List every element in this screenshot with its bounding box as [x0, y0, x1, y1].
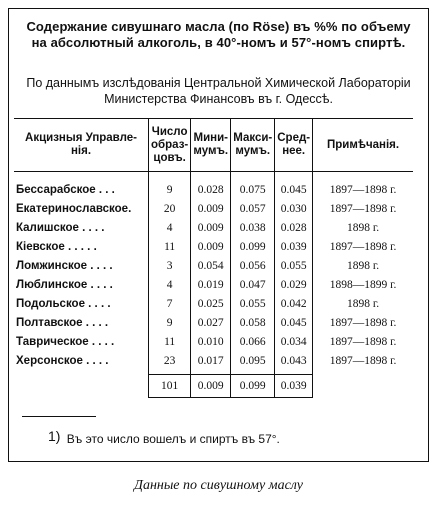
row-count: 23: [149, 351, 191, 375]
row-note: 1897—1898 г.: [313, 313, 413, 332]
row-count: 3: [149, 256, 191, 275]
totals-note-empty: [313, 375, 413, 398]
table-row: [14, 313, 413, 332]
row-min: 0.009: [191, 199, 231, 218]
row-max: 0.038: [231, 218, 275, 237]
row-name: Подольское . . . .: [16, 297, 111, 310]
subtitle-line-2: Министерства Финансовъ въ г. Одессѣ.: [104, 92, 333, 106]
row-max: 0.099: [231, 237, 275, 256]
row-max: 0.095: [231, 351, 275, 375]
row-avg: 0.029: [275, 275, 313, 294]
row-avg: 0.043: [275, 351, 313, 375]
row-avg: 0.030: [275, 199, 313, 218]
row-name: Ломжинское . . . .: [16, 259, 113, 272]
row-name: Полтавское . . . .: [16, 316, 109, 329]
row-avg: 0.045: [275, 313, 313, 332]
row-max: 0.055: [231, 294, 275, 313]
row-avg: 0.034: [275, 332, 313, 351]
row-min: 0.010: [191, 332, 231, 351]
row-max: 0.056: [231, 256, 275, 275]
row-note: 1897—1898 г.: [313, 332, 413, 351]
row-name: Калишское . . . .: [16, 221, 105, 234]
row-count: 7: [149, 294, 191, 313]
row-min: 0.009: [191, 237, 231, 256]
row-avg: 0.028: [275, 218, 313, 237]
row-max: 0.075: [231, 172, 275, 200]
table-row: [14, 199, 413, 218]
data-table: [14, 118, 413, 398]
row-note: 1898 г.: [313, 218, 413, 237]
row-note: 1897—1898 г.: [313, 351, 413, 375]
row-count: 4: [149, 218, 191, 237]
row-min: 0.017: [191, 351, 231, 375]
row-max: 0.066: [231, 332, 275, 351]
footnote-mark: 1): [48, 428, 61, 444]
figure-caption: Данные по сивушному маслу: [134, 478, 303, 493]
table-row: [14, 172, 413, 200]
header-note: Примѣчанія.: [313, 119, 413, 172]
header-avg: Сред- нее.: [275, 119, 313, 172]
table-row: [14, 256, 413, 275]
row-min: 0.025: [191, 294, 231, 313]
total-count: 101: [149, 375, 191, 398]
total-max: 0.099: [231, 375, 275, 398]
row-note: 1898—1899 г.: [313, 275, 413, 294]
row-min: 0.019: [191, 275, 231, 294]
document-title: [21, 19, 416, 51]
document-subtitle: [21, 75, 416, 107]
table-header-row: [14, 119, 413, 172]
subtitle-line-1: По даннымъ изслѣдованія Центральной Химической Лабораторіи: [26, 76, 411, 90]
row-avg: 0.045: [275, 172, 313, 200]
footnote-divider: [22, 416, 96, 417]
table-row: [14, 237, 413, 256]
row-min: 0.028: [191, 172, 231, 200]
title-line-2: на абсолютный алкоголь, в 40°-номъ и 57°-номъ спиртѣ.: [31, 35, 406, 50]
row-name: Херсонское . . . .: [16, 354, 109, 367]
header-max: Макси- мумъ.: [231, 119, 275, 172]
row-count: 9: [149, 313, 191, 332]
row-note: 1897—1898 г.: [313, 199, 413, 218]
row-max: 0.058: [231, 313, 275, 332]
row-name: Люблинское . . . .: [16, 278, 113, 291]
row-avg: 0.055: [275, 256, 313, 275]
total-min: 0.009: [191, 375, 231, 398]
table-row: [14, 351, 413, 375]
row-min: 0.009: [191, 218, 231, 237]
table-row: [14, 218, 413, 237]
header-count: Число образ- цовъ.: [149, 119, 191, 172]
row-avg: 0.039: [275, 237, 313, 256]
totals-empty: [14, 375, 149, 398]
footnote-text: Въ это число вошелъ и спиртъ въ 57°.: [66, 432, 280, 446]
row-name: Екатеринославское.: [16, 202, 132, 215]
row-note: 1898 г.: [313, 256, 413, 275]
row-name: Кіевское . . . . .: [16, 240, 97, 253]
total-avg: 0.039: [275, 375, 313, 398]
row-count: 20: [149, 199, 191, 218]
header-name: Акцизныя Управле- нія.: [14, 119, 149, 172]
row-max: 0.057: [231, 199, 275, 218]
row-name: Бессарабское . . .: [16, 183, 115, 196]
title-line-1: Содержание сивушнаго масла (по Röse) въ %% по объему: [26, 19, 411, 34]
row-note: 1897—1898 г.: [313, 172, 413, 200]
row-avg: 0.042: [275, 294, 313, 313]
header-min: Мини- мумъ.: [191, 119, 231, 172]
footnote: [48, 428, 280, 446]
row-min: 0.054: [191, 256, 231, 275]
row-count: 4: [149, 275, 191, 294]
row-note: 1897—1898 г.: [313, 237, 413, 256]
table-row: [14, 294, 413, 313]
table-row: [14, 275, 413, 294]
row-count: 11: [149, 237, 191, 256]
row-count: 9: [149, 172, 191, 200]
row-min: 0.027: [191, 313, 231, 332]
table-row: [14, 332, 413, 351]
row-count: 11: [149, 332, 191, 351]
totals-row: [14, 375, 413, 398]
row-max: 0.047: [231, 275, 275, 294]
row-note: 1898 г.: [313, 294, 413, 313]
row-name: Таврическое . . . .: [16, 335, 115, 348]
